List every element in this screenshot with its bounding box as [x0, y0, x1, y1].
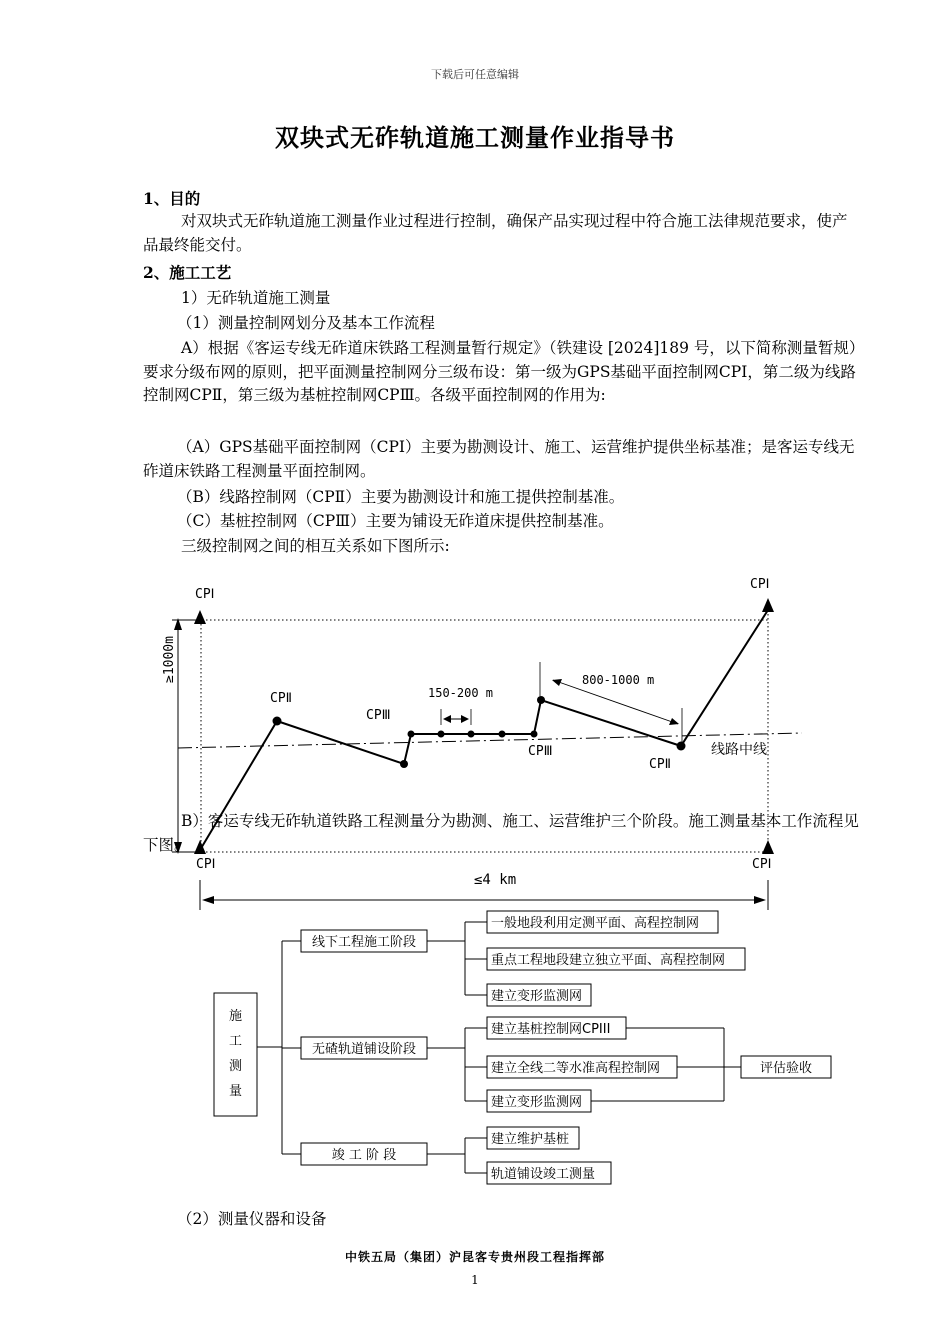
label-cp3-lower: CPⅢ	[528, 744, 553, 759]
label-cp1-bottom-left: CPⅠ	[196, 857, 216, 872]
flow-stage1-item-3: 建立变形监测网	[491, 989, 583, 1004]
paragraph-a1: （A）GPS基础平面控制网（CPⅠ）主要为勘测设计、施工、运营维护提供坐标基准；是客运专线无砟道床铁路工程测量平面控制网。	[143, 438, 855, 480]
label-length: ≤4 km	[474, 872, 517, 888]
label-dist-150: 150-200 m	[428, 686, 494, 700]
page-footer: 中铁五局（集团）沪昆客专贵州段工程指挥部	[344, 1250, 605, 1264]
page-number: 1	[471, 1273, 479, 1287]
flow-stage3-item-1: 建立维护基桩	[491, 1132, 570, 1147]
flow-root-char-4: 量	[228, 1084, 243, 1099]
flow-stage2-item-1: 建立基桩控制网CPIII	[491, 1022, 611, 1037]
relation-caption: 三级控制网之间的相互关系如下图所示:	[181, 537, 450, 555]
flow-stage2-label: 无碴轨道铺设阶段	[311, 1042, 417, 1057]
section-1-heading: 1、目的	[143, 189, 201, 208]
flow-root-char-3: 测	[228, 1059, 243, 1074]
section-1-body: 对双块式无砟轨道施工测量作业过程进行控制，确保产品实现过程中符合施工法律规范要求，使产品最终能交付。	[143, 212, 848, 254]
label-cp1-top-left: CPⅠ	[195, 587, 215, 602]
paragraph-b: B）客运专线无砟轨道铁路工程测量分为勘测、施工、运营维护三个阶段。施工测量基本工作流程见下图。	[143, 812, 859, 854]
flow-stage2-item-3: 建立变形监测网	[491, 1095, 583, 1110]
flow-root-char-2: 工	[228, 1034, 243, 1049]
paragraph-a: A）根据《客运专线无砟道床铁路工程测量暂行规定》（铁建设 [2024]189 号，以下简称测量暂规）要求分级布网的原则，把平面测量控制网分三级布设：第一级为GPS基础平面控制网CPⅠ，第二级为线路控制网CPⅡ，第三级为基桩控制网CPⅢ。各级平面控制网的作用为:	[143, 339, 857, 404]
label-cp2-right: CPⅡ	[649, 757, 672, 772]
label-cp3-upper: CPⅢ	[366, 708, 391, 723]
flow-root-char-1: 施	[228, 1009, 243, 1024]
section-2-sub1: 1）无砟轨道施工测量	[181, 289, 331, 307]
flow-stage1-item-2: 重点工程地段建立独立平面、高程控制网	[491, 953, 726, 968]
section-2-sub2: （1）测量控制网划分及基本工作流程	[177, 314, 435, 332]
flow-stage1-item-1: 一般地段利用定测平面、高程控制网	[491, 916, 700, 931]
flow-stage3-item-2: 轨道铺设竣工测量	[491, 1167, 596, 1182]
label-cp2-left: CPⅡ	[270, 691, 293, 706]
label-centerline: 线路中线	[711, 742, 767, 758]
section-2-sub3: （2）测量仪器和设备	[177, 1210, 327, 1228]
paragraph-c1: （C）基桩控制网（CPⅢ）主要为铺设无砟道床提供控制基准。	[177, 512, 614, 530]
label-dist-800: 800-1000 m	[582, 673, 655, 687]
paragraph-b1: （B）线路控制网（CPⅡ）主要为勘测设计和施工提供控制基准。	[177, 488, 625, 506]
flow-stage2-item-2: 建立全线二等水准高程控制网	[491, 1061, 661, 1076]
label-cp1-bottom-right: CPⅠ	[752, 857, 772, 872]
flow-stage1-label: 线下工程施工阶段	[311, 935, 417, 950]
label-height: ≥1000m	[162, 636, 177, 683]
section-2-heading: 2、施工工艺	[143, 263, 232, 282]
flow-stage3-label: 竣 工 阶 段	[331, 1148, 397, 1163]
page-header: 下载后可任意编辑	[431, 68, 519, 81]
flow-stage2-result: 评估验收	[759, 1061, 813, 1076]
document-title: 双块式无砟轨道施工测量作业指导书	[275, 123, 675, 152]
label-cp1-top-right: CPⅠ	[750, 577, 770, 592]
